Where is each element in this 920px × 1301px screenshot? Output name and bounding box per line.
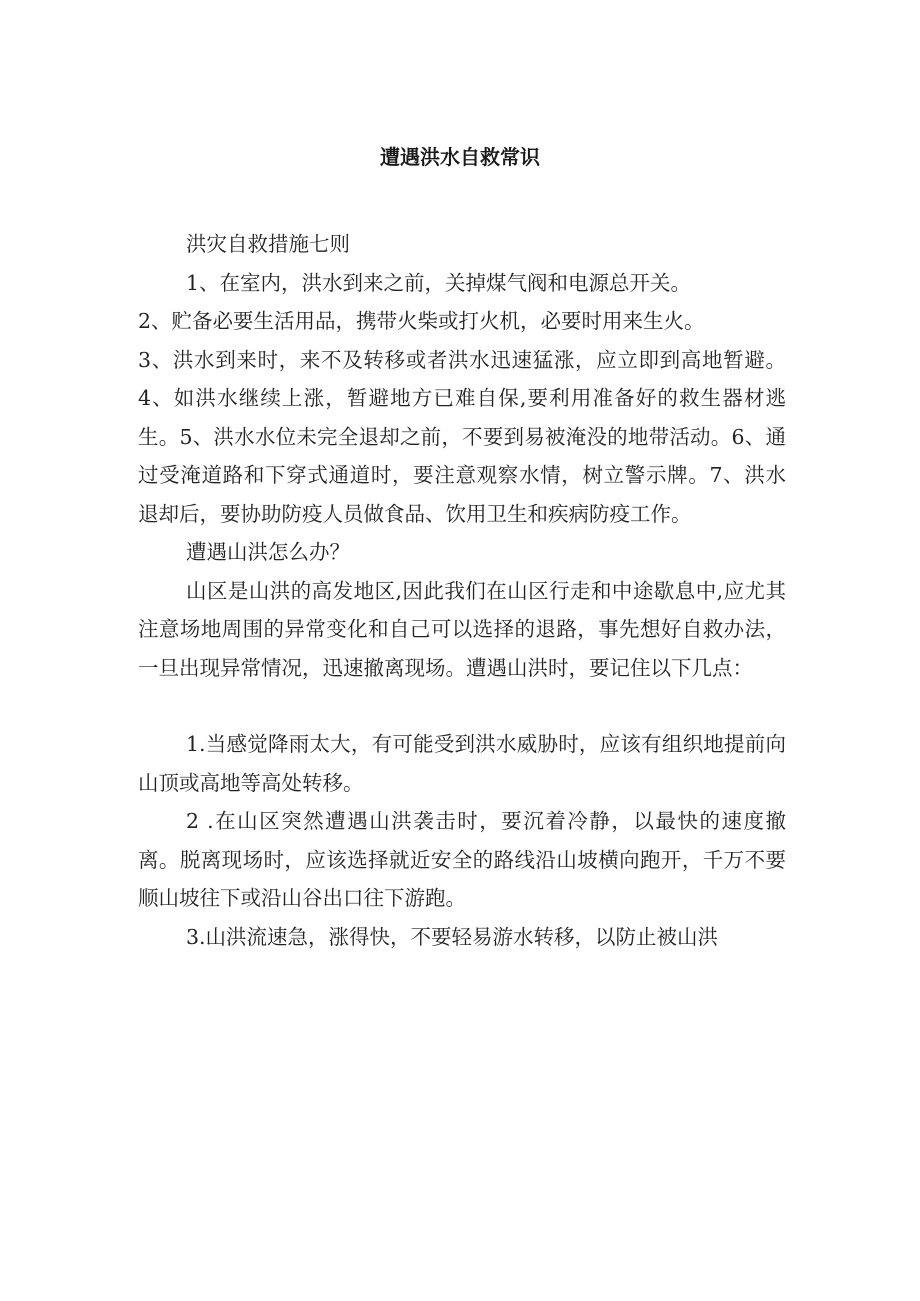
document-body — [138, 225, 786, 956]
paragraph-section-heading-flood: 洪灾自救措施七则 — [186, 232, 350, 256]
paragraph-mountain-point-3: 3.山洪流速急，涨得快，不要轻易游水转移，以防止被山洪 — [186, 924, 719, 949]
paragraph-items-3-7: 3、洪水到来时，来不及转移或者洪水迅速猛涨，应立即到高地暂避。4、如洪水继续上涨，暂避地方已难自保,要利用准备好的救生器材逃生。5、洪水水位未完全退却之前，不要到易被淹没的地带活动。6、通过受淹道路和下穿式通道时，要注意观察水情，树立警示牌。7、洪水退却后，要协助防疫人员做食品、饮用卫生和疾病防疫工作。 — [138, 347, 786, 526]
paragraph-mountain-intro: 山区是山洪的高发地区,因此我们在山区行走和中途歇息中,应尤其注意场地周围的异常变化和自己可以选择的退路，事先想好自救办法，一旦出现异常情况，迅速撤离现场。遭遇山洪时，要记住以下几点： — [138, 578, 786, 680]
paragraph-mountain-point-1: 1.当感觉降雨太大，有可能受到洪水威胁时，应该有组织地提前向山顶或高地等高处转移。 — [138, 732, 786, 795]
paragraph-item-1: 1、在室内，洪水到来之前，关掉煤气阀和电源总开关。 — [186, 270, 692, 295]
page-title: 遭遇洪水自救常识 — [380, 145, 540, 169]
paragraph-item-2: 2、贮备必要生活用品，携带火柴或打火机，必要时用来生火。 — [138, 309, 705, 333]
paragraph-mountain-point-2: 2 .在山区突然遭遇山洪袭击时，要沉着冷静，以最快的速度撤离。脱离现场时，应该选择就近安全的路线沿山坡横向跑开，千万不要顺山坡往下或沿山谷出口往下游跑。 — [138, 809, 786, 910]
paragraph-section-heading-mountain-flood: 遭遇山洪怎么办？ — [186, 540, 350, 564]
